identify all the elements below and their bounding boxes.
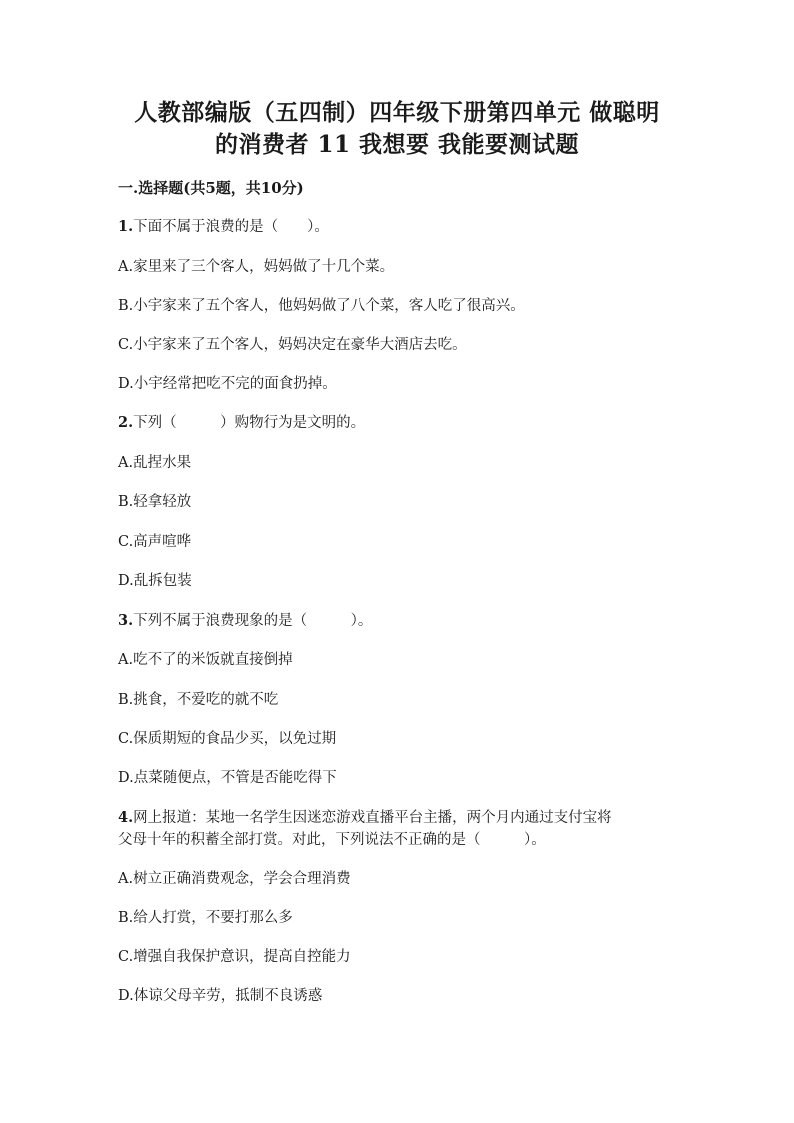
question-3-option-d: D.点菜随便点，不管是否能吃得下 <box>118 770 337 786</box>
question-2-option-c: C.高声喧哗 <box>118 534 192 550</box>
question-number: 2. <box>118 414 134 431</box>
page-title-line1: 人教部编版（五四制）四年级下册第四单元 做聪明 <box>134 99 660 126</box>
question-1-option-a: A.家里来了三个客人，妈妈做了十几个菜。 <box>118 259 395 275</box>
question-text: 网上报道：某地一名学生因迷恋游戏直播平台主播，两个月内通过支付宝将 <box>133 810 612 826</box>
question-4-stem <box>118 808 612 828</box>
question-3-option-b: B.挑食，不爱吃的就不吃 <box>118 692 279 708</box>
question-3-stem <box>118 611 372 631</box>
question-4-option-a: A.树立正确消费观念，学会合理消费 <box>118 871 351 887</box>
question-number: 1. <box>118 218 134 235</box>
section-heading: 一.选择题(共5题，共10分) <box>118 179 304 197</box>
question-2-option-d: D.乱拆包装 <box>118 573 192 589</box>
question-4-option-b: B.给人打赏，不要打那么多 <box>118 910 293 926</box>
question-number: 3. <box>118 612 134 629</box>
question-3-option-c: C.保质期短的食品少买，以免过期 <box>118 731 337 747</box>
question-1-option-d: D.小宇经常把吃不完的面食扔掉。 <box>118 376 337 392</box>
question-1-option-b: B.小宇家来了五个客人，他妈妈做了八个菜，客人吃了很高兴。 <box>118 298 525 314</box>
question-4-stem-line2: 父母十年的积蓄全部打赏。对此，下列说法不正确的是（ ）。 <box>118 832 546 848</box>
question-number: 4. <box>118 809 134 826</box>
page-title-line2: 的消费者 11 我想要 我能要测试题 <box>214 131 580 158</box>
question-3-option-a: A.吃不了的米饭就直接倒掉 <box>118 652 293 668</box>
question-text: 下面不属于浪费的是（ ）。 <box>133 219 329 235</box>
question-2-stem <box>118 413 365 433</box>
question-1-stem <box>118 217 329 237</box>
question-1-option-c: C.小宇家来了五个客人，妈妈决定在豪华大酒店去吃。 <box>118 337 467 353</box>
question-4-option-d: D.体谅父母辛劳，抵制不良诱惑 <box>118 988 323 1004</box>
question-4-option-c: C.增强自我保护意识，提高自控能力 <box>118 949 351 965</box>
question-text: 下列不属于浪费现象的是（ ）。 <box>133 613 373 629</box>
question-2-option-a: A.乱捏水果 <box>118 455 192 471</box>
question-2-option-b: B.轻拿轻放 <box>118 494 192 510</box>
question-text: 下列（ ）购物行为是文明的。 <box>133 415 366 431</box>
